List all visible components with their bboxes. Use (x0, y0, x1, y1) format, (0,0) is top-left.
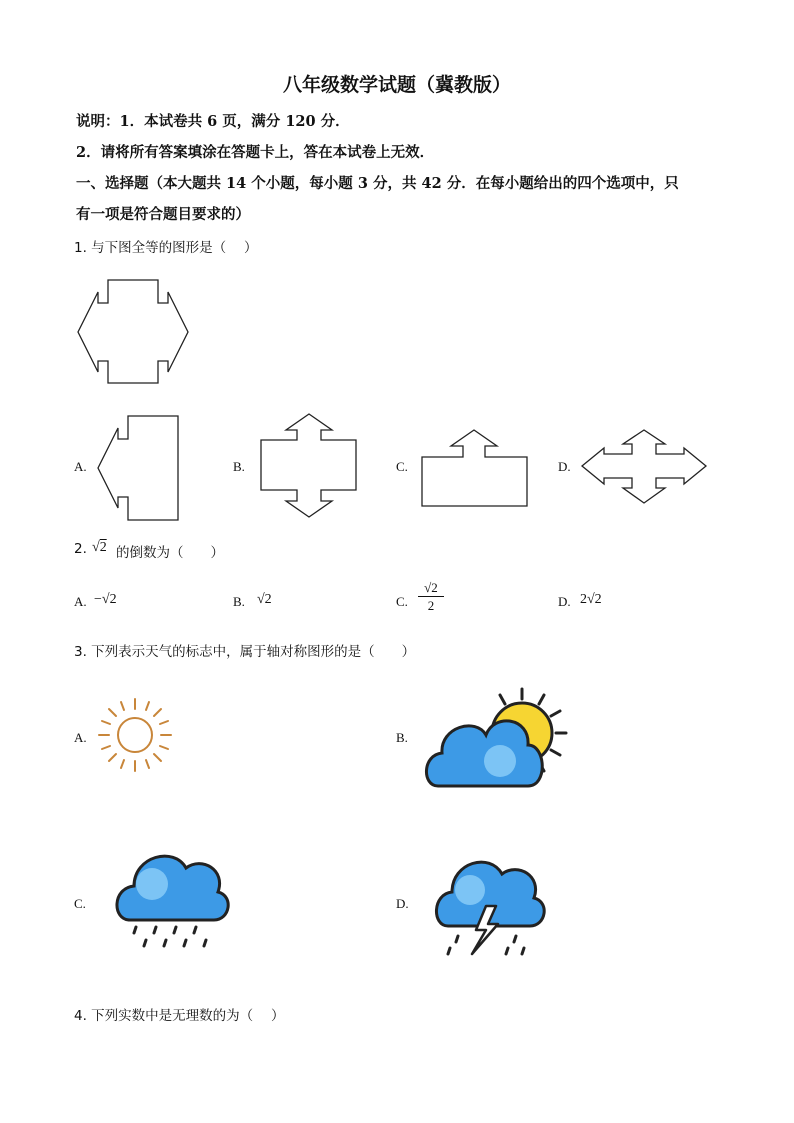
question-3-text: 3. 下列表示天气的标志中，属于轴对称图形的是（ ） (74, 644, 416, 660)
q3-option-d-thunderstorm-icon[interactable] (432, 848, 547, 958)
q3-option-d-label: D. (396, 896, 409, 911)
q3-option-c-rain-icon[interactable] (112, 840, 232, 955)
page-title: 八年级数学试题（冀教版） (282, 74, 511, 96)
q2-option-c-numerator: √2 (418, 580, 444, 597)
q3-option-a-label: A. (74, 730, 87, 745)
q2-option-c-fraction[interactable] (418, 580, 444, 614)
q1-option-a-label: A. (74, 459, 87, 474)
q2-option-b-value[interactable]: √2 (257, 592, 272, 607)
q2-option-b-label: B. (233, 594, 245, 609)
question-2-number: 2. (74, 541, 87, 557)
q3-option-c-label: C. (74, 896, 86, 911)
q2-sqrt2-expression: √2 (92, 540, 107, 555)
q1-option-b-label: B. (233, 459, 245, 474)
q3-option-a-sun-icon[interactable] (95, 695, 175, 775)
section-heading-line-1: 一、选择题（本大题共 14 个小题，每小题 3 分，共 42 分．在每小题给出的四个选项中，只 (76, 175, 679, 192)
q2-option-c-label: C. (396, 594, 408, 609)
q3-option-b-label: B. (396, 730, 408, 745)
q2-option-a-label: A. (74, 594, 87, 609)
question-4-text: 4. 下列实数中是无理数的为（ ） (74, 1008, 285, 1024)
question-1-text: 1. 与下图全等的图形是（ ） (74, 240, 258, 256)
q2-option-d-value[interactable]: 2√2 (580, 592, 602, 607)
q2-option-a-value[interactable]: −√2 (94, 592, 117, 607)
note-line-2: 2．请将所有答案填涂在答题卡上，答在本试卷上无效． (76, 144, 435, 161)
q3-option-b-partly-cloudy-icon[interactable] (420, 683, 575, 793)
question-2-text: 的倒数为（ ） (116, 545, 224, 561)
note-line-1: 说明：1．本试卷共 6 页，满分 120 分． (76, 113, 350, 130)
q1-option-d-label: D. (558, 459, 571, 474)
q2-option-d-label: D. (558, 594, 571, 609)
q1-option-c-label: C. (396, 459, 408, 474)
q2-option-c-denominator: 2 (427, 598, 435, 613)
section-heading-line-2: 有一项是符合题目要求的） (76, 206, 250, 223)
